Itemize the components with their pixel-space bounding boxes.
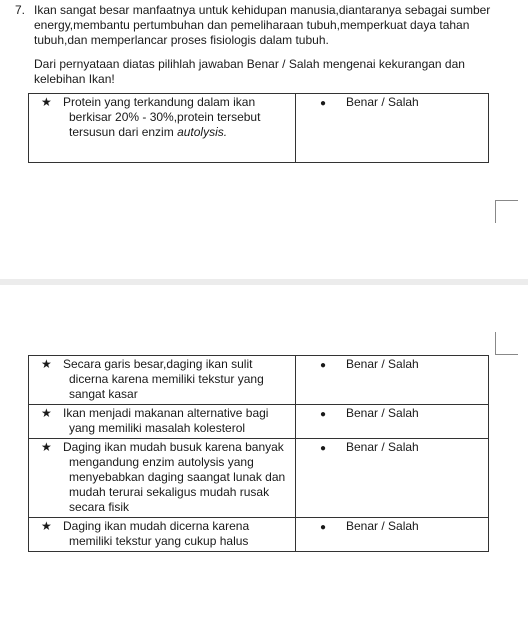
statement-text: Protein yang terkandung dalam ikan berkisar 20% - 30%,protein tersebut tersusun dari enzim bbox=[63, 95, 261, 139]
bullet-icon: ● bbox=[320, 98, 327, 109]
statement-text: Secara garis besar,daging ikan sulit dicerna karena memiliki tekstur yang sangat kasar bbox=[63, 357, 264, 401]
star-icon: ★ bbox=[41, 519, 52, 533]
question-number: 7. bbox=[15, 3, 26, 17]
answer-option[interactable]: Benar / Salah bbox=[346, 440, 419, 454]
statement-cell bbox=[29, 518, 296, 552]
answer-option[interactable]: Benar / Salah bbox=[346, 406, 419, 420]
statement-italic-text: autolysis. bbox=[177, 125, 228, 139]
page-separator bbox=[0, 279, 528, 285]
statement-table-1 bbox=[28, 93, 489, 163]
table-row bbox=[29, 439, 489, 518]
answer-option[interactable]: Benar / Salah bbox=[346, 519, 419, 533]
star-icon: ★ bbox=[41, 357, 52, 371]
question-intro: Ikan sangat besar manfaatnya untuk kehidupan manusia,diantaranya sebagai sumber energy,membantu pertumbuhan dan pemeliharaan tubuh,memperkuat daya tahan tubuh,dan memperlancar proses fisiologis dalam tubuh. bbox=[34, 3, 491, 47]
table-row bbox=[29, 518, 489, 552]
statement-table-2 bbox=[28, 355, 489, 552]
statement-cell bbox=[29, 356, 296, 405]
star-icon: ★ bbox=[41, 95, 52, 109]
answer-option[interactable]: Benar / Salah bbox=[346, 357, 419, 371]
statement-text: Daging ikan mudah busuk karena banyak mengandung enzim autolysis yang menyebabkan daging saangat lunak dan mudah terurai sekaligus mudah rusak secara fisik bbox=[63, 440, 286, 514]
corner-bracket-icon bbox=[495, 332, 518, 355]
answer-cell[interactable] bbox=[296, 94, 489, 163]
statement-text: Daging ikan mudah dicerna karena memiliki tekstur yang cukup halus bbox=[63, 519, 250, 548]
statement-cell bbox=[29, 405, 296, 439]
bullet-icon: ● bbox=[320, 360, 327, 371]
table-row bbox=[29, 94, 489, 163]
table-row bbox=[29, 405, 489, 439]
statement-cell bbox=[29, 439, 296, 518]
star-icon: ★ bbox=[41, 406, 52, 420]
corner-bracket-icon bbox=[495, 200, 518, 223]
answer-option[interactable]: Benar / Salah bbox=[346, 95, 419, 109]
question-instruction: Dari pernyataan diatas pilihlah jawaban Benar / Salah mengenai kekurangan dan kelebihan Ikan! bbox=[34, 57, 465, 86]
table-row bbox=[29, 356, 489, 405]
answer-cell[interactable] bbox=[296, 518, 489, 552]
answer-cell[interactable] bbox=[296, 439, 489, 518]
star-icon: ★ bbox=[41, 440, 52, 454]
answer-cell[interactable] bbox=[296, 405, 489, 439]
bullet-icon: ● bbox=[320, 409, 327, 420]
statement-cell bbox=[29, 94, 296, 163]
statement-text: Ikan menjadi makanan alternative bagi yang memiliki masalah kolesterol bbox=[63, 406, 269, 435]
answer-cell[interactable] bbox=[296, 356, 489, 405]
bullet-icon: ● bbox=[320, 443, 327, 454]
bullet-icon: ● bbox=[320, 522, 327, 533]
